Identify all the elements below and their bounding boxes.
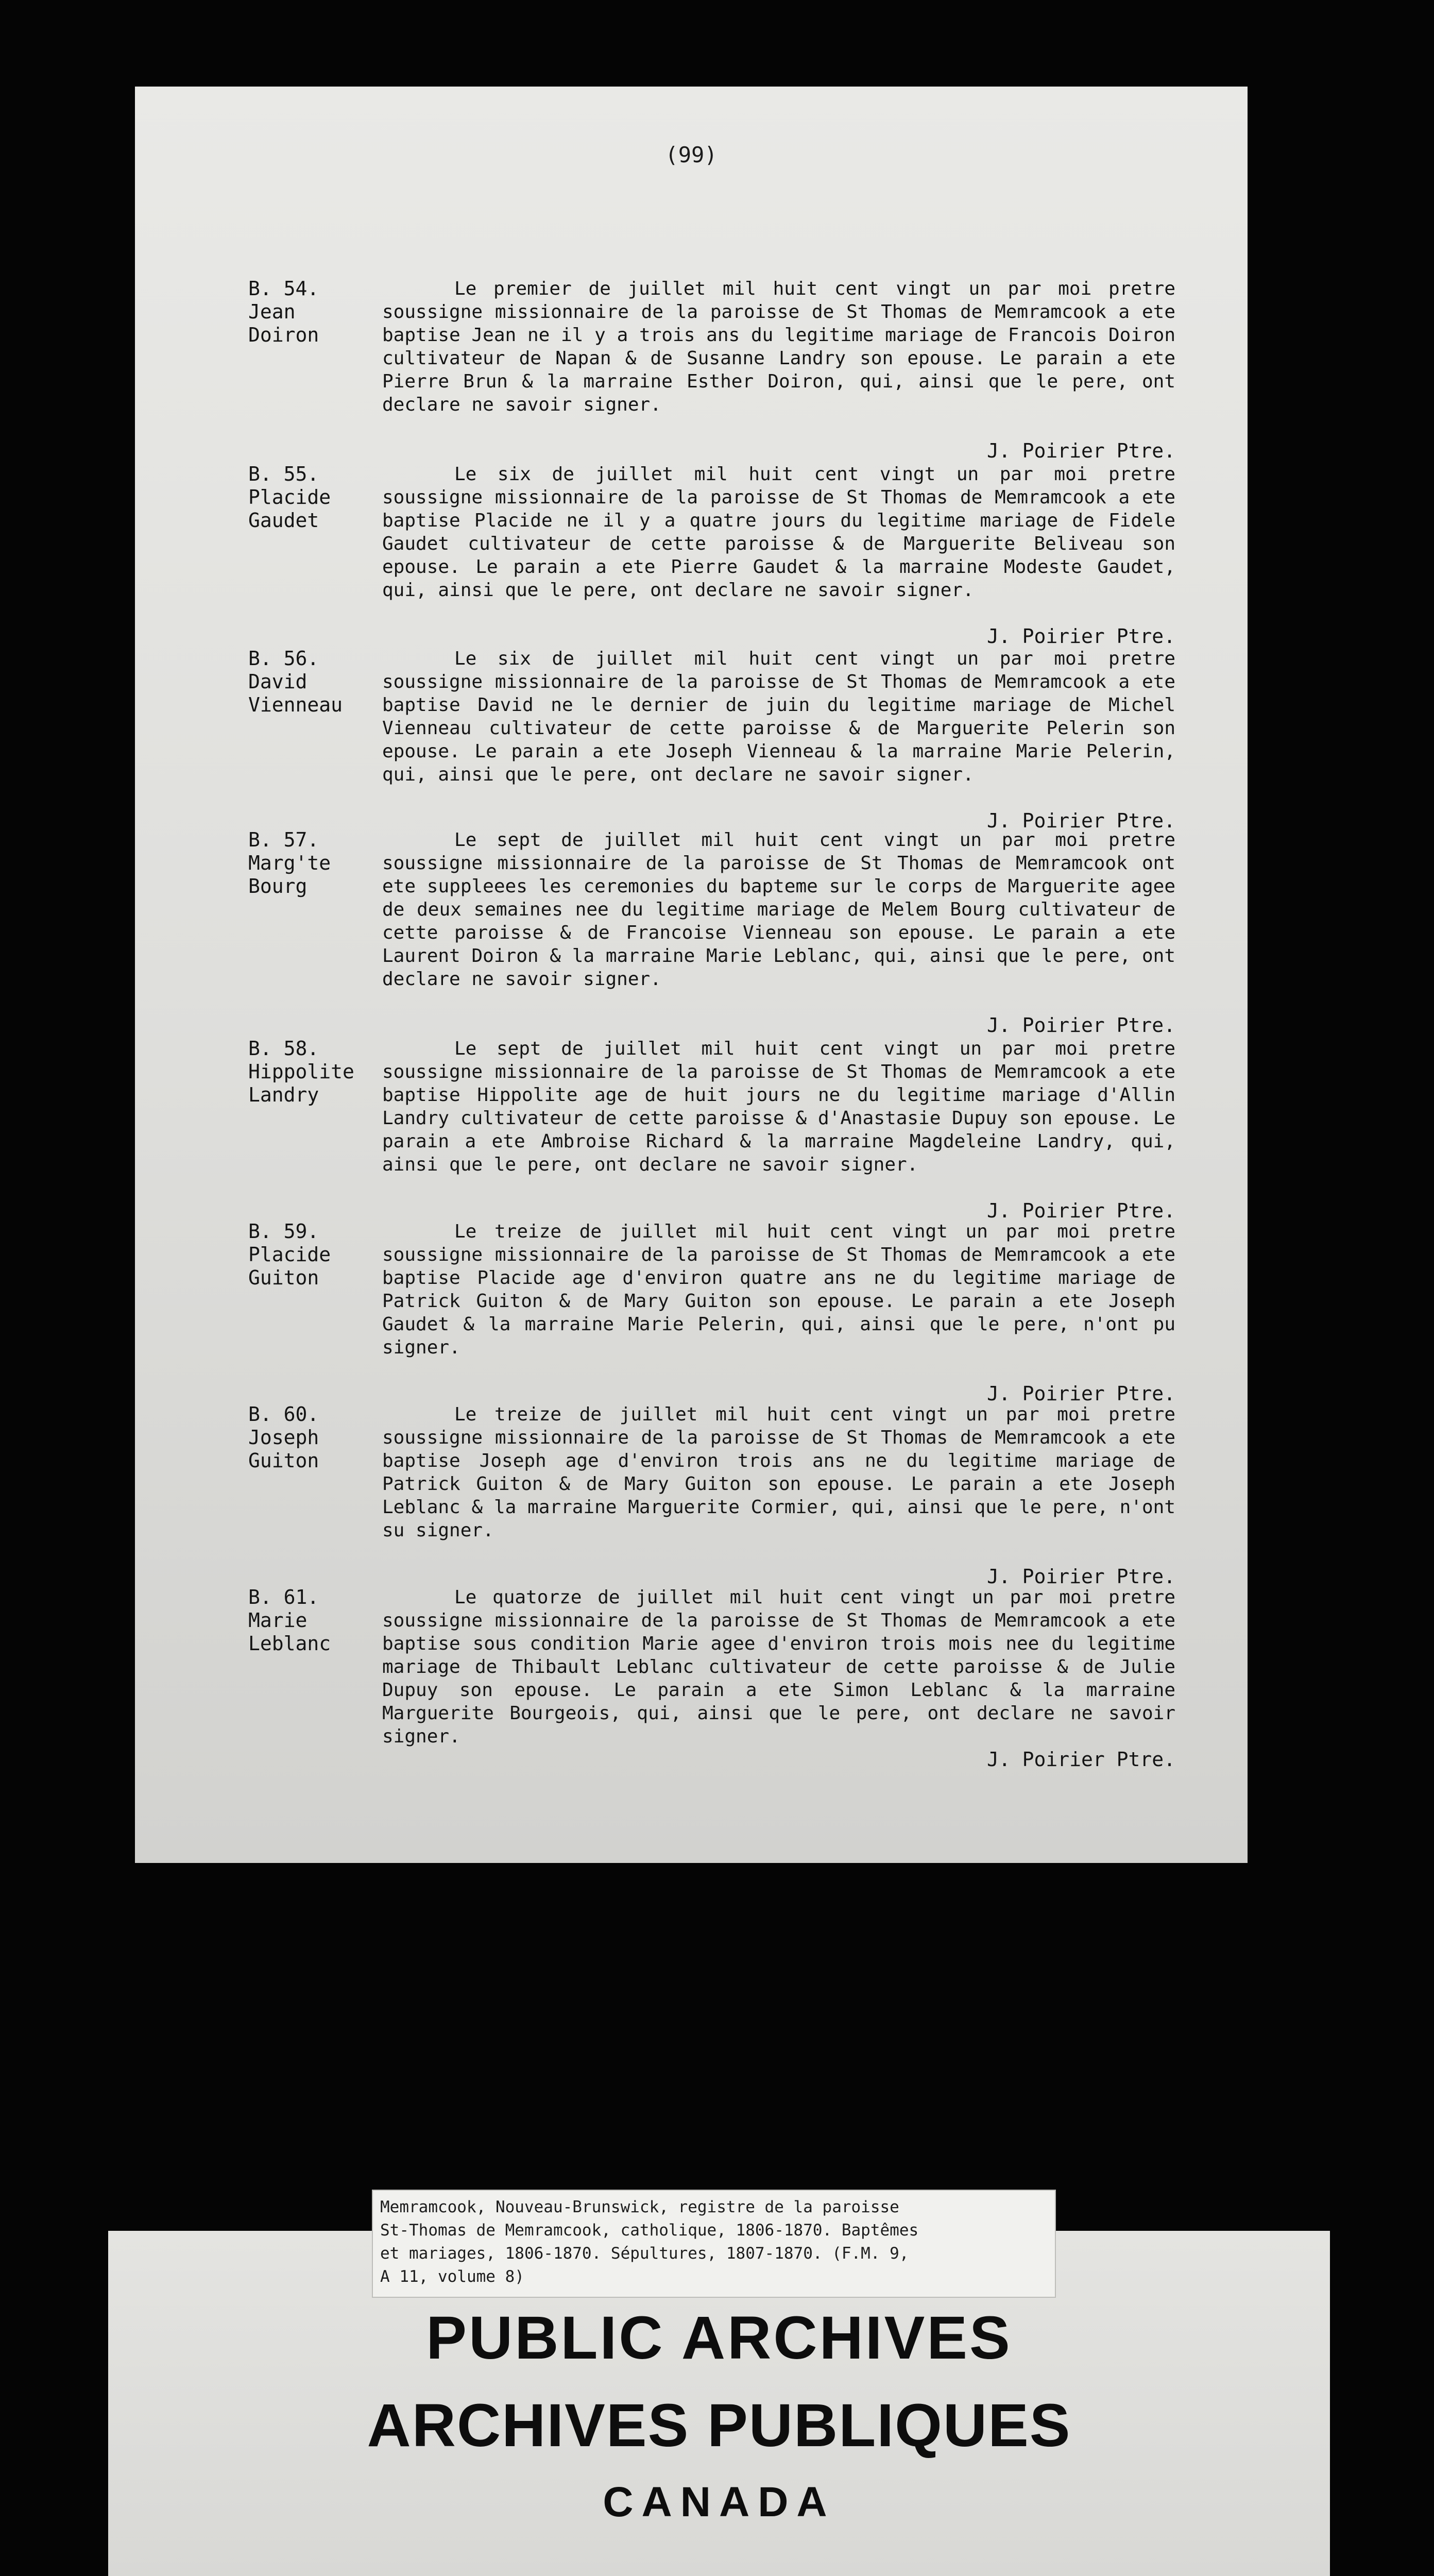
priest-signature: J. Poirier Ptre. (986, 1565, 1175, 1588)
priest-signature: J. Poirier Ptre. (986, 809, 1175, 832)
entry-text: Le treize de juillet mil huit cent vingt un par moi pretre soussigne missionnaire de la paroisse de St Thomas de Memramcook a ete baptise Placide age d'environ quatre ans ne du legitime mariage de Patrick Guiton & de Mary Guiton son epouse. Le parain a ete Joseph Gaudet & la marraine Marie Pelerin, qui, ainsi que le pere, n'ont pu signer. (382, 1221, 1175, 1358)
archives-stamp-line-1: PUBLIC ARCHIVES (426, 2304, 1012, 2372)
entry-text: Le premier de juillet mil huit cent vingt un par moi pretre soussigne missionnaire de la paroisse de St Thomas de Memramcook a ete baptise Jean ne il y a trois ans du legitime mariage de Francois Doiron cultivateur de Napan & de Susanne Landry son epouse. Le parain a ete Pierre Brun & la marraine Esther Doiron, qui, ainsi que le pere, ont declare ne savoir signer. (382, 278, 1175, 415)
entry-text: Le treize de juillet mil huit cent vingt un par moi pretre soussigne missionnaire de la paroisse de St Thomas de Memramcook a ete baptise Joseph age d'environ trois ans ne du legitime mariage de Patrick Guiton & de Mary Guiton son epouse. Le parain a ete Joseph Leblanc & la marraine Marguerite Cormier, qui, ainsi que le pere, n'ont su signer. (382, 1404, 1175, 1541)
entry-label: B. 56. David Vienneau (248, 647, 343, 716)
entry-text: Le sept de juillet mil huit cent vingt un par moi pretre soussigne missionnaire de la paroisse de St Thomas de Memramcook a ete baptise Hippolite age de huit jours ne du legitime mariage d'Allin Landry cultivateur de cette paroisse & d'Anastasie Dupuy son epouse. Le parain a ete Ambroise Richard & la marraine Magdeleine Landry, qui, ainsi que le pere, ont declare ne savoir signer. (382, 1038, 1175, 1175)
archives-stamp-line-3: CANADA (603, 2479, 835, 2526)
entry-text: Le sept de juillet mil huit cent vingt un par moi pretre soussigne missionnaire de la paroisse de St Thomas de Memramcook ont ete suppleees les ceremonies du bapteme sur le corps de Marguerite agee de deux semaines nee du legitime mariage de Melem Bourg cultivateur de cette paroisse & de Francoise Vienneau son epouse. Le parain a ete Laurent Doiron & la marraine Marie Leblanc, qui, ainsi que le pere, ont declare ne savoir signer. (382, 829, 1175, 990)
entry-label: B. 60. Joseph Guiton (248, 1403, 319, 1472)
entry-label: B. 54. Jean Doiron (248, 277, 319, 346)
entry-text: Le six de juillet mil huit cent vingt un par moi pretre soussigne missionnaire de la paroisse de St Thomas de Memramcook a ete baptise David ne le dernier de juin du legitime mariage de Michel Vienneau cultivateur de cette paroisse & de Marguerite Pelerin son epouse. Le parain a ete Joseph Vienneau & la marraine Marie Pelerin, qui, ainsi que le pere, ont declare ne savoir signer. (382, 648, 1175, 785)
priest-signature: J. Poirier Ptre. (986, 1748, 1175, 1771)
entry-text: Le quatorze de juillet mil huit cent vingt un par moi pretre soussigne missionnaire de la paroisse de St Thomas de Memramcook a ete baptise sous condition Marie agee d'environ trois mois nee du legitime mariage de Thibault Leblanc cultivateur de cette paroisse & de Julie Dupuy son epouse. Le parain a ete Simon Leblanc & la marraine Marguerite Bourgeois, qui, ainsi que le pere, ont declare ne savoir signer. (382, 1587, 1175, 1747)
reference-label: Memramcook, Nouveau-Brunswick, registre de la paroisse St-Thomas de Memramcook, catholique, 1806-1870. Baptêmes et mariages, 1806-1870. Sépultures, 1807-1870. (F.M. 9, A 11, volume 8) (372, 2190, 1056, 2298)
entry-label: B. 61. Marie Leblanc (248, 1586, 331, 1655)
register-page (135, 87, 1248, 1863)
entry-label: B. 55. Placide Gaudet (248, 463, 331, 532)
entry-label: B. 58. Hippolite Landry (248, 1037, 354, 1106)
priest-signature: J. Poirier Ptre. (986, 1199, 1175, 1222)
priest-signature: J. Poirier Ptre. (986, 625, 1175, 648)
priest-signature: J. Poirier Ptre. (986, 1014, 1175, 1037)
page-number: (99) (665, 142, 718, 167)
archives-stamp-line-2: ARCHIVES PUBLIQUES (367, 2392, 1071, 2460)
entry-label: B. 57. Marg'te Bourg (248, 828, 331, 897)
entry-label: B. 59. Placide Guiton (248, 1220, 331, 1289)
entry-text: Le six de juillet mil huit cent vingt un par moi pretre soussigne missionnaire de la paroisse de St Thomas de Memramcook a ete baptise Placide ne il y a quatre jours du legitime mariage de Fidele Gaudet cultivateur de cette paroisse & de Marguerite Beliveau son epouse. Le parain a ete Pierre Gaudet & la marraine Modeste Gaudet, qui, ainsi que le pere, ont declare ne savoir signer. (382, 464, 1175, 601)
priest-signature: J. Poirier Ptre. (986, 439, 1175, 462)
priest-signature: J. Poirier Ptre. (986, 1382, 1175, 1405)
